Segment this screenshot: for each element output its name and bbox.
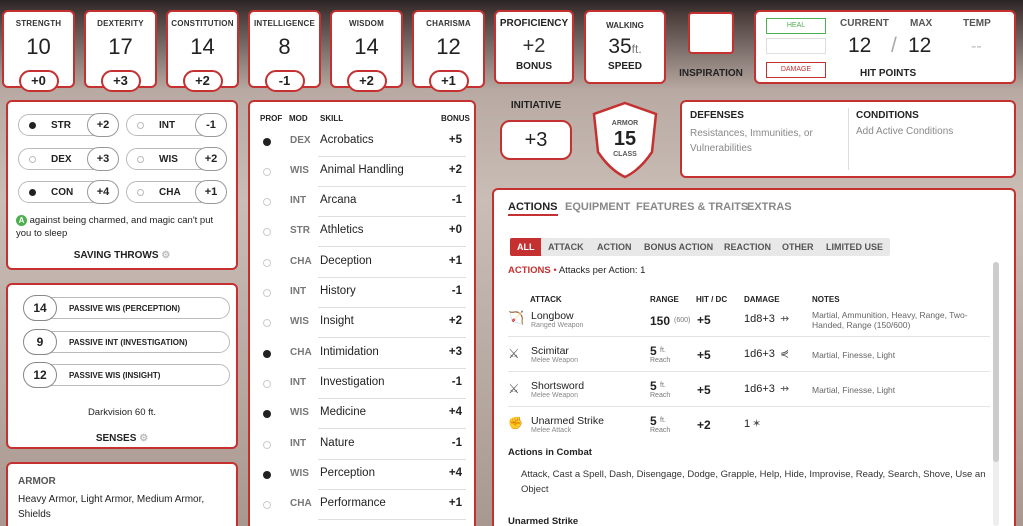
save-ability: DEX	[51, 154, 72, 165]
tab-equipment[interactable]: EQUIPMENT	[565, 201, 631, 213]
passive-insight	[24, 364, 230, 386]
passive-label: PASSIVE WIS (PERCEPTION)	[69, 304, 180, 313]
ability-name: CONSTITUTION	[171, 19, 234, 28]
actions-in-combat-text: Attack, Cast a Spell, Dash, Disengage, Dodge, Grapple, Help, Hide, Improvise, Ready, Search, Shove, Use an Object	[521, 469, 986, 495]
skill-mod: WIS	[290, 407, 309, 418]
skill-mod: INT	[290, 438, 307, 449]
actions-heading-label: ACTIONS	[508, 265, 551, 276]
save-dex[interactable]	[18, 148, 118, 170]
ability-score: 10	[26, 34, 51, 59]
attack-reach: Reach	[650, 392, 671, 399]
ability-name: INTELLIGENCE	[253, 19, 316, 28]
skill-bonus: +4	[448, 467, 462, 479]
attack-type: Melee Weapon	[531, 357, 578, 364]
scrollbar-thumb[interactable]	[993, 262, 999, 462]
no-prof-dot-icon	[137, 189, 144, 196]
ability-charisma[interactable]	[412, 10, 485, 88]
attack-type: Melee Weapon	[531, 392, 578, 399]
gear-icon[interactable]: ⚙	[161, 250, 171, 261]
ability-modifier[interactable]: +3	[101, 70, 141, 92]
filter-limited-use[interactable]: LIMITED USE	[819, 238, 890, 256]
passive-perception	[24, 297, 230, 319]
inspiration-toggle[interactable]	[688, 12, 734, 54]
hp-max-label: MAX	[910, 18, 933, 29]
no-prof-dot-icon	[263, 228, 271, 236]
piercing-icon: ⇸	[780, 383, 790, 395]
save-value: +4	[87, 180, 119, 204]
attack-range: 150	[650, 314, 671, 328]
ability-score: 8	[278, 34, 291, 59]
skill-name: Insight	[320, 315, 354, 327]
skill-mod: DEX	[290, 135, 311, 146]
attacks-per-action: Attacks per Action: 1	[558, 265, 646, 276]
armor-prof-title: ARMOR	[18, 476, 56, 487]
skill-row[interactable]	[258, 157, 466, 187]
advantage-icon: A	[16, 215, 27, 226]
hp-max: 12	[908, 34, 932, 57]
fist-icon: ✊	[508, 416, 523, 430]
filter-all[interactable]: ALL	[510, 238, 542, 256]
defenses-title: DEFENSES	[690, 110, 744, 121]
hp-label: HIT POINTS	[860, 68, 917, 79]
skill-row[interactable]	[258, 127, 466, 157]
skill-name: Perception	[320, 467, 375, 479]
skill-row[interactable]	[258, 460, 466, 490]
skill-bonus: -1	[451, 194, 462, 206]
attack-hit[interactable]: +5	[697, 383, 711, 397]
actions-in-combat-title: Actions in Combat	[508, 447, 592, 458]
attack-range-unit: ft.	[660, 417, 666, 424]
no-prof-dot-icon	[263, 259, 271, 267]
passive-value: 9	[23, 329, 57, 355]
skill-name: Arcana	[320, 194, 357, 206]
passive-investigation	[24, 331, 230, 353]
gear-icon[interactable]: ⚙	[139, 433, 149, 444]
skill-mod: WIS	[290, 316, 309, 327]
skill-row[interactable]	[258, 308, 466, 338]
range-header: RANGE	[650, 295, 679, 304]
ability-name: STRENGTH	[15, 19, 62, 28]
hp-current-label: CURRENT	[840, 18, 889, 29]
speed-unit: ft.	[631, 42, 642, 56]
ability-score: 14	[190, 34, 215, 59]
skill-name: Nature	[320, 437, 355, 449]
armor-value: 15	[613, 128, 637, 150]
hp-adjust-input[interactable]	[766, 38, 826, 54]
armor-prof-text: Heavy Armor, Light Armor, Medium Armor, Shields	[18, 494, 205, 520]
attack-name: Longbow	[531, 310, 574, 322]
no-prof-dot-icon	[263, 289, 271, 297]
ability-name: WISDOM	[349, 19, 384, 28]
hp-current[interactable]: 12	[848, 34, 872, 57]
skill-bonus: -1	[451, 285, 462, 297]
save-wis[interactable]	[126, 148, 226, 170]
passive-label: PASSIVE INT (INVESTIGATION)	[69, 338, 188, 347]
skill-row[interactable]	[258, 430, 466, 460]
senses-title: SENSES	[95, 433, 137, 444]
ability-name: CHARISMA	[426, 19, 471, 28]
passive-label: PASSIVE WIS (INSIGHT)	[69, 371, 161, 380]
bludgeoning-icon: ✶	[752, 418, 762, 430]
attack-range-unit: ft.	[660, 382, 666, 389]
tab-features-traits[interactable]: FEATURES & TRAITS	[636, 201, 749, 213]
attack-damage[interactable]: 1d6+3	[744, 348, 775, 360]
no-prof-dot-icon	[263, 319, 271, 327]
ability-intelligence[interactable]	[248, 10, 321, 88]
armor-top: ARMOR	[611, 120, 639, 127]
ability-wisdom[interactable]	[330, 10, 403, 88]
attack-notes: Martial, Finesse, Light	[812, 385, 896, 395]
speed-label: SPEED	[608, 61, 642, 72]
ability-modifier[interactable]: +1	[429, 70, 469, 92]
skill-name: Acrobatics	[320, 134, 374, 146]
skill-mod: INT	[290, 195, 307, 206]
defenses-conditions-panel	[680, 100, 1016, 178]
proficiency-bonus-box	[494, 10, 574, 84]
no-prof-dot-icon	[263, 501, 271, 509]
speed-title: WALKING	[606, 21, 644, 30]
hp-temp-label: TEMP	[963, 18, 991, 29]
filter-reaction[interactable]: REACTION	[717, 238, 778, 256]
save-int[interactable]	[126, 114, 226, 136]
attack-range: 5	[650, 379, 657, 393]
skill-row[interactable]	[258, 248, 466, 278]
unarmed-strike-title: Unarmed Strike	[508, 516, 579, 526]
darkvision-text: Darkvision 60 ft.	[87, 407, 157, 418]
armor-class-box	[590, 100, 660, 180]
actions-heading	[508, 265, 645, 276]
attack-damage[interactable]: 1d8+3	[744, 313, 775, 325]
skill-name: History	[320, 285, 356, 297]
attack-type: Melee Attack	[531, 427, 572, 434]
saving-throws-title: SAVING THROWS	[73, 250, 159, 261]
ability-modifier[interactable]: +2	[347, 70, 387, 92]
skill-mod: CHA	[290, 256, 312, 267]
attack-reach: Reach	[650, 427, 671, 434]
save-str[interactable]	[18, 114, 118, 136]
skill-row[interactable]	[258, 187, 466, 217]
ability-dexterity[interactable]	[84, 10, 157, 88]
attack-hit[interactable]: +5	[697, 313, 711, 327]
initiative-box[interactable]	[496, 100, 576, 180]
save-ability: STR	[51, 120, 71, 131]
passive-value: 12	[23, 362, 57, 388]
skill-row[interactable]	[258, 278, 466, 308]
ability-constitution[interactable]	[166, 10, 239, 88]
inspiration-box[interactable]	[676, 10, 746, 84]
attack-notes: Martial, Finesse, Light	[812, 350, 896, 360]
skill-bonus: +1	[448, 497, 462, 509]
ability-score: 17	[108, 34, 133, 59]
save-value: +2	[195, 147, 227, 171]
tab-actions[interactable]: ACTIONS	[508, 201, 558, 216]
hp-temp[interactable]: --	[971, 38, 982, 55]
bow-icon: 🏹	[508, 310, 525, 325]
notes-header: NOTES	[812, 295, 840, 304]
hp-separator: /	[891, 34, 897, 57]
initiative-value: +3	[500, 120, 572, 160]
skill-row[interactable]	[258, 339, 466, 369]
skill-name: Performance	[320, 497, 386, 509]
skill-name: Medicine	[320, 406, 367, 418]
filter-action[interactable]: ACTION	[590, 238, 639, 256]
skill-row[interactable]	[258, 217, 466, 247]
no-prof-dot-icon	[263, 441, 271, 449]
proficiencies-panel	[6, 462, 238, 526]
tab-extras[interactable]: EXTRAS	[747, 201, 792, 213]
ability-modifier[interactable]: +2	[183, 70, 223, 92]
initiative-label: INITIATIVE	[510, 100, 562, 111]
damage-header: DAMAGE	[744, 295, 780, 304]
save-value: +2	[87, 113, 119, 137]
skill-mod: WIS	[290, 468, 309, 479]
prof-dot-icon	[263, 350, 271, 358]
proficiency-value: +2	[522, 35, 546, 57]
skill-name: Deception	[320, 255, 372, 267]
save-value: +3	[87, 147, 119, 171]
save-ability: WIS	[159, 154, 178, 165]
save-note	[16, 214, 230, 240]
hit-points-box	[754, 10, 1016, 84]
ability-strength[interactable]	[2, 10, 75, 88]
attack-damage[interactable]: 1	[744, 418, 751, 430]
inspiration-label: INSPIRATION	[679, 68, 743, 79]
filter-other[interactable]: OTHER	[775, 238, 821, 256]
ability-modifier[interactable]: +0	[19, 70, 59, 92]
skill-bonus: -1	[451, 376, 462, 388]
conditions-title: CONDITIONS	[856, 110, 919, 121]
scrollbar-track[interactable]	[993, 262, 999, 526]
skill-row[interactable]	[258, 369, 466, 399]
attack-notes: Martial, Ammunition, Heavy, Range, Two-Handed, Range (150/600)	[812, 310, 968, 330]
damage-button[interactable]: DAMAGE	[766, 62, 826, 78]
skill-name: Investigation	[320, 376, 385, 388]
heal-button[interactable]: HEAL	[766, 18, 826, 34]
armor-bottom: CLASS	[613, 151, 637, 158]
prof-dot-icon	[263, 410, 271, 418]
skill-mod: STR	[290, 225, 310, 236]
filter-attack[interactable]: ATTACK	[541, 238, 591, 256]
no-prof-dot-icon	[29, 156, 36, 163]
skills-header-skill: SKILL	[320, 114, 344, 123]
save-value: -1	[195, 113, 227, 137]
speed-box	[584, 10, 666, 84]
skill-bonus: +2	[448, 164, 462, 176]
actions-bullet: •	[553, 265, 557, 276]
skill-bonus: +4	[448, 406, 462, 418]
prof-dot-icon	[263, 138, 271, 146]
save-note-text: against being charmed, and magic can't put you to sleep	[16, 215, 214, 239]
save-ability: CON	[51, 187, 74, 198]
skill-mod: INT	[290, 286, 307, 297]
attack-damage[interactable]: 1d6+3	[744, 383, 775, 395]
saving-throws-panel	[6, 100, 238, 270]
skill-bonus: +1	[448, 255, 462, 267]
no-prof-dot-icon	[263, 380, 271, 388]
attack-range: 5	[650, 414, 657, 428]
skill-bonus: +2	[448, 315, 462, 327]
skill-row[interactable]	[258, 399, 466, 429]
hit-header: HIT / DC	[696, 295, 728, 304]
defenses-text[interactable]: Resistances, Immunities, or Vulnerabilities	[690, 128, 813, 154]
skill-bonus: +5	[448, 134, 462, 146]
attack-hit[interactable]: +2	[697, 418, 711, 432]
attack-range-long: (600)	[674, 317, 691, 324]
speed-value: 35	[608, 35, 632, 58]
passive-value: 14	[23, 295, 57, 321]
conditions-text[interactable]: Add Active Conditions	[856, 126, 954, 137]
save-ability: CHA	[159, 187, 181, 198]
filter-bonus-action[interactable]: BONUS ACTION	[637, 238, 720, 256]
skills-header-mod: MOD	[289, 114, 308, 123]
skill-bonus: +0	[448, 224, 462, 236]
no-prof-dot-icon	[137, 156, 144, 163]
ability-score: 12	[436, 34, 461, 59]
attack-header: ATTACK	[530, 295, 562, 304]
save-ability: INT	[159, 120, 176, 131]
slashing-icon: ⋞	[780, 348, 790, 360]
no-prof-dot-icon	[137, 122, 144, 129]
prof-dot-icon	[29, 189, 36, 196]
skill-name: Animal Handling	[320, 164, 404, 176]
skill-mod: WIS	[290, 165, 309, 176]
skill-name: Athletics	[320, 224, 364, 236]
save-con[interactable]	[18, 181, 118, 203]
save-value: +1	[195, 180, 227, 204]
skill-row[interactable]	[258, 490, 466, 520]
proficiency-label: BONUS	[515, 61, 553, 72]
ability-modifier[interactable]: -1	[265, 70, 305, 92]
prof-dot-icon	[263, 471, 271, 479]
attack-range: 5	[650, 344, 657, 358]
attack-name: Scimitar	[531, 345, 569, 357]
no-prof-dot-icon	[263, 168, 271, 176]
proficiency-title: PROFICIENCY	[499, 18, 569, 29]
attack-hit[interactable]: +5	[697, 348, 711, 362]
skills-header-bonus: BONUS	[441, 114, 470, 123]
skill-bonus: +3	[448, 346, 462, 358]
ability-score: 14	[354, 34, 379, 59]
prof-dot-icon	[29, 122, 36, 129]
ability-name: DEXTERITY	[97, 19, 144, 28]
skill-mod: CHA	[290, 498, 312, 509]
attack-type: Ranged Weapon	[531, 322, 584, 329]
senses-panel	[6, 283, 238, 449]
skill-name: Intimidation	[320, 346, 379, 358]
skill-mod: CHA	[290, 347, 312, 358]
attack-name: Shortsword	[531, 380, 585, 392]
attack-range-unit: ft.	[660, 347, 666, 354]
sword-icon: ⚔	[508, 346, 520, 361]
skill-mod: INT	[290, 377, 307, 388]
skill-bonus: -1	[451, 437, 462, 449]
piercing-icon: ⇸	[780, 313, 790, 325]
save-cha[interactable]	[126, 181, 226, 203]
sword-icon: ⚔	[508, 381, 520, 396]
skills-header-prof: PROF	[260, 114, 283, 123]
attack-name: Unarmed Strike	[531, 415, 604, 427]
no-prof-dot-icon	[263, 198, 271, 206]
attack-reach: Reach	[650, 357, 671, 364]
